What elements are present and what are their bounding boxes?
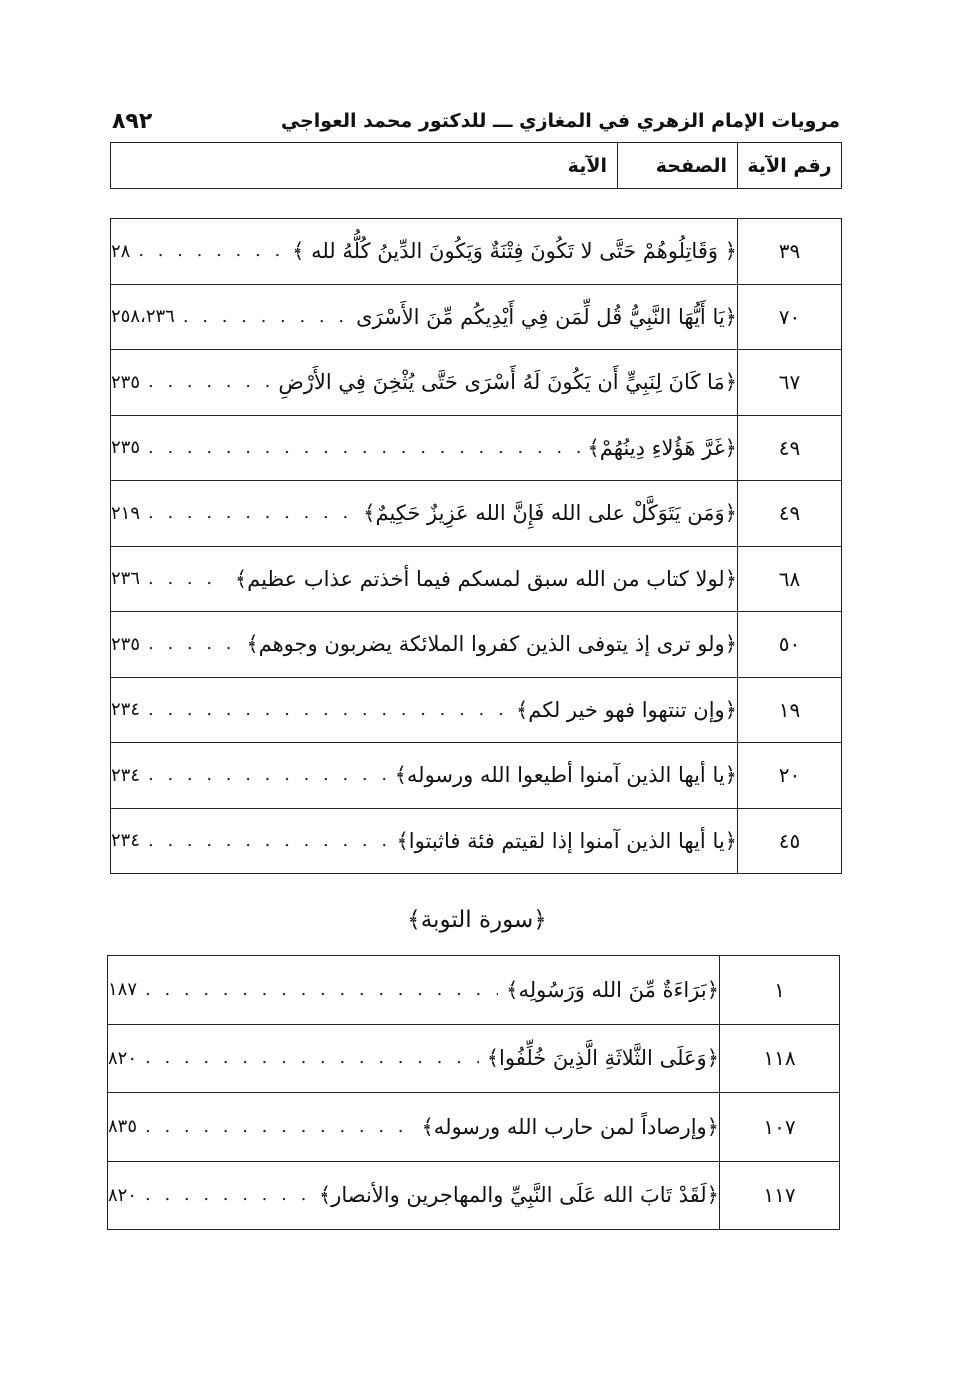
verse-cell [108,1161,720,1230]
verse-number: ٤٩ [738,481,842,547]
verse-cell [111,481,738,547]
verse-cell [108,1093,720,1162]
verse-number: ٧٠ [738,284,842,350]
leader-dots [145,1047,479,1069]
verse-cell [111,677,738,743]
verse-number: ٤٩ [738,415,842,481]
surah-title: ﴿سورة التوبة﴾ [407,907,547,933]
page-reference: ٢٣٥ [111,633,141,655]
page-reference: ٢٣٥ [111,371,141,393]
leader-dots [145,1184,311,1206]
verse-cell [111,415,738,481]
leader-dots [145,1116,413,1138]
verse-entry [108,1115,719,1139]
running-header [112,106,840,136]
book-title: مرويات الإمام الزهري في المغازي ـــ للدكتور محمد العواجي [280,110,840,132]
verse-entry [111,239,737,263]
verse-entry [111,829,737,853]
column-header-row [111,143,842,189]
table-row [111,415,842,481]
table-row [111,481,842,547]
verse-entry [108,1046,719,1070]
verse-index-table-tawba [107,955,840,1230]
table-row [111,219,842,285]
leader-dots [148,371,270,393]
verse-text: ﴿لَقَدْ تَابَ الله عَلَى النَّبِيِّ والمهاجرين والأنصار﴾ [318,1183,719,1208]
page-reference: ٢٣٤ [111,699,141,721]
verse-index-table-anfal [110,218,842,874]
verse-text: ﴿يَا أَيُّهَا النَّبِيُّ قُل لِّمَن فِي أَيْدِيكُم مِّنَ الأَسْرَى [356,304,737,329]
verse-number: ٤٥ [738,808,842,874]
verse-text: ﴿وإرصاداً لمن حارب الله ورسوله﴾ [421,1114,719,1139]
verse-entry [108,978,719,1002]
table-row [108,1024,840,1093]
verse-cell [111,546,738,612]
verse-cell [111,350,738,416]
verse-text: ﴿ وَقَاتِلُوهُمْ حَتَّى لا تَكُونَ فِتْنَةٌ وَيَكُونَ الدِّينُ كُلُّهُ لله ﴾ [292,239,737,264]
leader-dots [145,979,498,1001]
leader-dots [148,568,227,590]
table-row [108,1093,840,1162]
verse-entry [111,305,737,329]
table-row [111,612,842,678]
verse-cell [108,956,720,1025]
table-row [111,743,842,809]
page-reference: ٨٣٥ [108,1116,138,1138]
leader-dots [148,699,508,721]
verse-entry [111,632,737,656]
table-row [108,1161,840,1230]
page-reference: ٨٢٠ [108,1184,138,1206]
verse-text: ﴿وَعَلَى الثَّلاثَةِ الَّذِينَ خُلِّفُوا﴾ [486,1046,719,1071]
page-reference: ٢٣٥ [111,437,141,459]
page-reference: ٢٥٨،٢٣٦ [111,306,175,328]
leader-dots [183,306,348,328]
verse-number: ١١٨ [720,1024,840,1093]
page-reference: ٢٨ [111,240,131,262]
verse-text: ﴿مَا كَانَ لِنَبِيٍّ أَن يَكُونَ لَهُ أَسْرَى حَتَّى يُثْخِنَ فِي الأَرْضِ [278,370,737,395]
verse-number: ٦٧ [738,350,842,416]
verse-text: ﴿وَمَن يَتَوَكَّلْ على الله فَإِنَّ الله عَزِيزٌ حَكِيمٌ﴾ [363,501,737,526]
verse-number: ١١٧ [720,1161,840,1230]
verse-cell [111,284,738,350]
page-number: ٨٩٢ [112,108,153,134]
verse-number: ٣٩ [738,219,842,285]
verse-text: ﴿وإن تنتهوا فهو خير لكم﴾ [515,697,737,722]
verse-entry [111,698,737,722]
verse-entry [111,763,737,787]
verse-entry [108,1183,719,1207]
verse-entry [111,567,737,591]
table-row [108,956,840,1025]
verse-number: ١٠٧ [720,1093,840,1162]
verse-text: ﴿لولا كتاب من الله سبق لمسكم فيما أخذتم عذاب عظيم﴾ [234,566,737,591]
verse-cell [111,219,738,285]
verse-number: ٥٠ [738,612,842,678]
verse-text: ﴿يا أيها الذين آمنوا إذا لقيتم فئة فاثبتوا﴾ [396,828,737,853]
column-page: الصفحة [618,143,738,189]
column-header-table [110,142,842,189]
table-row [111,677,842,743]
leader-dots [148,502,355,524]
leader-dots [138,240,284,262]
verse-entry [111,501,737,525]
column-verse-number: رقم الآية [738,143,842,189]
verse-entry [111,370,737,394]
leader-dots [148,437,579,459]
leader-dots [148,764,387,786]
verse-number: ٢٠ [738,743,842,809]
verse-number: ١ [720,956,840,1025]
verse-text: ﴿يا أيها الذين آمنوا أطيعوا الله ورسوله﴾ [394,763,737,788]
verse-cell [111,743,738,809]
verse-cell [108,1024,720,1093]
page-reference: ٢٣٤ [111,764,141,786]
verse-number: ١٩ [738,677,842,743]
verse-cell [111,808,738,874]
page-reference: ٢٣٤ [111,830,141,852]
verse-text: ﴿ولو ترى إذ يتوفى الذين كفروا الملائكة يضربون وجوهم﴾ [246,632,737,657]
table-row [111,546,842,612]
verse-text: ﴿بَرَاءَةٌ مِّنَ الله وَرَسُولِه﴾ [506,977,719,1002]
verse-text: ﴿غَرَّ هَؤُلاءِ دِينُهُمْ﴾ [587,435,737,460]
page-reference: ٢٣٦ [111,568,141,590]
verse-cell [111,612,738,678]
leader-dots [148,830,388,852]
table-row [111,808,842,874]
verse-number: ٦٨ [738,546,842,612]
table-row [111,284,842,350]
page-reference: ٢١٩ [111,502,141,524]
verse-entry [111,436,737,460]
leader-dots [148,633,238,655]
table-row [111,350,842,416]
page-reference: ٨٢٠ [108,1047,138,1069]
page-reference: ١٨٧ [108,979,138,1001]
column-verse: الآية [111,143,618,189]
